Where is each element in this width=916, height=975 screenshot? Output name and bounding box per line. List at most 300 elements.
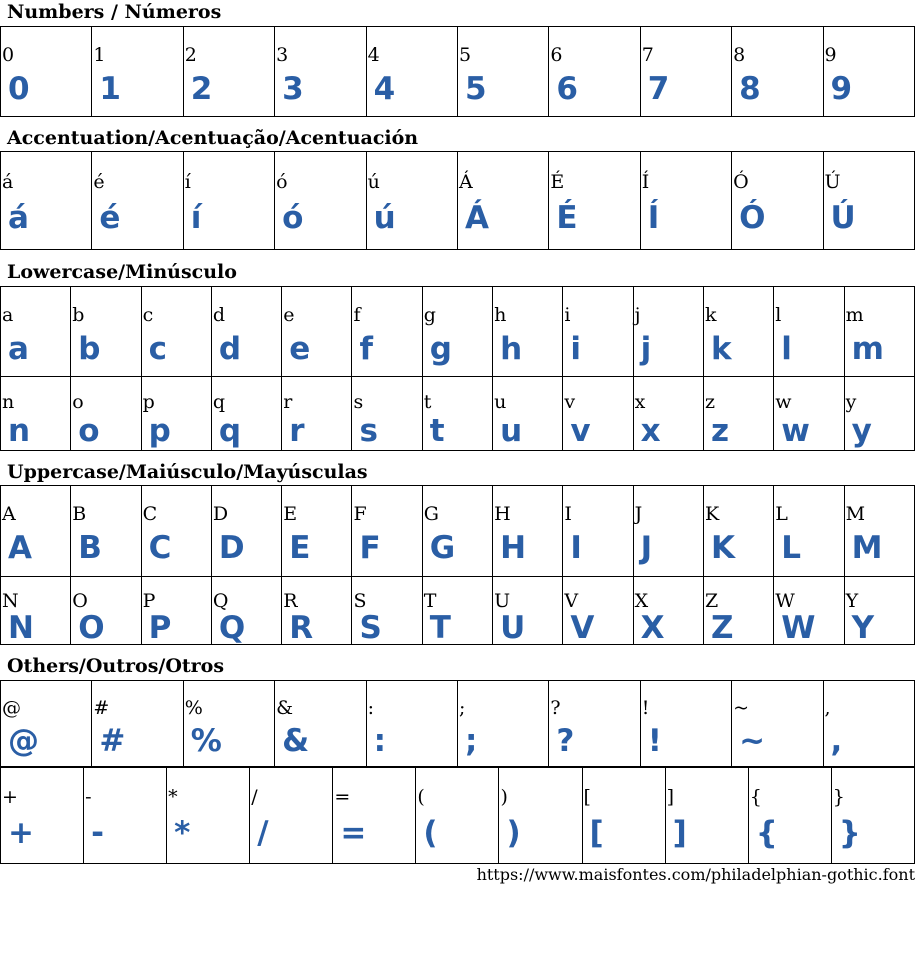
glyph-cell-lower-v [563, 377, 633, 451]
glyph-sample: x [640, 413, 661, 449]
glyph-cell-lower-b [71, 287, 141, 377]
glyph-caption: Y [845, 590, 859, 612]
glyph-caption: q [212, 391, 226, 413]
glyph-caption: [ [583, 786, 591, 808]
glyph-sample: c [148, 331, 167, 367]
glyph-cell-digit-1 [92, 27, 183, 117]
glyph-cell-lower-s [352, 377, 422, 451]
glyph-cell-u26 [275, 681, 366, 767]
glyph-cell-lower-u [493, 377, 563, 451]
glyph-caption: ( [417, 786, 425, 808]
glyph-sample: h [500, 331, 523, 367]
glyph-cell-lower-a [1, 287, 71, 377]
glyph-table [0, 151, 915, 250]
glyph-sample: 2 [190, 71, 213, 107]
glyph-cell-upper-o [71, 577, 141, 645]
glyph-caption: ] [666, 786, 675, 808]
glyph-caption: á [2, 171, 14, 193]
glyph-caption: Á [458, 171, 473, 193]
glyph-sample: Y [851, 610, 875, 646]
glyph-caption: / [251, 786, 258, 808]
glyph-sample: z [710, 413, 730, 449]
lowercase-heading: Lowercase/Minúsculo [7, 261, 237, 283]
glyph-sample: i [570, 331, 582, 367]
glyph-cell-lower-q [211, 377, 281, 451]
glyph-cell-upper-v [563, 577, 633, 645]
glyph-sample: R [289, 610, 314, 646]
glyph-sample: ) [506, 815, 521, 851]
glyph-table [0, 680, 915, 767]
glyph-cell-lower-z [703, 377, 773, 451]
glyph-sample: ; [464, 723, 478, 759]
glyph-sample: P [148, 610, 172, 646]
glyph-caption: - [85, 786, 92, 808]
glyph-caption: P [142, 590, 156, 612]
glyph-cell-u7b [748, 768, 831, 864]
glyph-cell-upper-i [563, 486, 633, 577]
glyph-sample: A [8, 530, 32, 566]
glyph-sample: & [282, 723, 310, 759]
glyph-table [0, 485, 915, 577]
glyph-cell-upper-s [352, 577, 422, 645]
glyph-caption: a [2, 304, 14, 326]
glyph-caption: % [184, 697, 203, 719]
glyph-sample: Ó [739, 200, 766, 236]
glyph-caption: É [550, 171, 565, 193]
glyph-sample: L [781, 530, 802, 566]
glyph-caption: 7 [641, 44, 654, 66]
glyph-caption: K [704, 503, 720, 525]
lowercase-grid-row1 [0, 286, 915, 377]
glyph-caption: s [353, 391, 364, 413]
glyph-caption: { [749, 786, 762, 808]
source-url: https://www.maisfontes.com/philadelphian-gothic.font [476, 865, 915, 884]
glyph-caption: m [845, 304, 864, 326]
glyph-sample: ] [672, 815, 687, 851]
glyph-cell-digit-6 [549, 27, 640, 117]
glyph-caption: , [824, 697, 831, 719]
glyph-caption: r [283, 391, 293, 413]
glyph-caption: e [283, 304, 295, 326]
glyph-caption: 6 [550, 44, 563, 66]
glyph-cell-digit-0 [1, 27, 92, 117]
glyph-caption: B [72, 503, 87, 525]
glyph-sample: ó [282, 200, 304, 236]
glyph-cell-u2d [84, 768, 167, 864]
glyph-caption: ! [641, 697, 650, 719]
glyph-sample: 9 [830, 71, 853, 107]
glyph-caption: O [72, 590, 88, 612]
glyph-caption: c [142, 304, 154, 326]
uppercase-grid-row1 [0, 485, 915, 577]
glyph-cell-u7d [831, 768, 914, 864]
glyph-cell-lower-o [71, 377, 141, 451]
glyph-cell-digit-4 [366, 27, 457, 117]
glyph-sample: v [570, 413, 591, 449]
glyph-sample: 3 [282, 71, 304, 107]
glyph-caption: Q [212, 590, 229, 612]
glyph-sample: m [851, 331, 884, 367]
glyph-sample: í [190, 200, 202, 236]
glyph-caption: # [93, 697, 110, 719]
glyph-cell-lower-j [633, 287, 703, 377]
glyph-cell-u2c [823, 681, 914, 767]
glyph-sample: ~ [739, 723, 766, 759]
glyph-caption: } [832, 786, 845, 808]
glyph-caption: f [353, 304, 361, 326]
uppercase-grid-row2 [0, 576, 915, 645]
glyph-cell-digit-9 [823, 27, 914, 117]
glyph-cell-u5b [582, 768, 665, 864]
glyph-cell-upper-y [844, 577, 914, 645]
glyph-caption: & [276, 697, 294, 719]
glyph-cell-u3f [549, 681, 640, 767]
glyph-cell-upper-x [633, 577, 703, 645]
glyph-cell-u2f [250, 768, 333, 864]
glyph-cell-u3d [333, 768, 416, 864]
glyph-sample: ! [647, 723, 662, 759]
glyph-sample: Í [647, 200, 660, 236]
glyph-caption: 0 [2, 44, 15, 66]
glyph-cell-uda [823, 152, 914, 250]
glyph-cell-digit-5 [457, 27, 548, 117]
glyph-sample: f [359, 331, 373, 367]
glyph-caption: k [704, 304, 717, 326]
glyph-caption: z [704, 391, 715, 413]
glyph-sample: * [174, 815, 191, 851]
glyph-cell-upper-r [282, 577, 352, 645]
glyph-table [0, 767, 915, 864]
glyph-cell-lower-l [774, 287, 844, 377]
glyph-sample: U [500, 610, 526, 646]
glyph-sample: @ [8, 723, 39, 759]
glyph-caption: o [72, 391, 84, 413]
glyph-caption: A [2, 503, 16, 525]
glyph-caption: j [634, 304, 641, 326]
glyph-sample: Q [218, 610, 246, 646]
glyph-sample: I [570, 530, 582, 566]
glyph-caption: b [72, 304, 85, 326]
glyph-cell-u3a [366, 681, 457, 767]
glyph-caption: v [564, 391, 576, 413]
glyph-table [0, 376, 915, 451]
glyph-cell-u40 [1, 681, 92, 767]
glyph-caption: i [564, 304, 571, 326]
glyph-cell-upper-q [211, 577, 281, 645]
glyph-caption: ) [500, 786, 508, 808]
glyph-sample: 5 [464, 71, 487, 107]
glyph-cell-uc1 [457, 152, 548, 250]
glyph-sample: O [78, 610, 105, 646]
glyph-cell-upper-j [633, 486, 703, 577]
glyph-sample: 1 [99, 71, 121, 107]
glyph-caption: 9 [824, 44, 837, 66]
glyph-caption: N [2, 590, 19, 612]
glyph-sample: # [99, 723, 126, 759]
glyph-caption: Ú [824, 171, 841, 193]
glyph-sample: j [640, 331, 652, 367]
glyph-table [0, 286, 915, 377]
glyph-cell-upper-z [703, 577, 773, 645]
glyph-cell-ucd [640, 152, 731, 250]
glyph-caption: @ [2, 697, 21, 719]
glyph-caption: ó [276, 171, 288, 193]
glyph-sample: J [640, 530, 653, 566]
accents-grid [0, 151, 915, 250]
glyph-caption: Z [704, 590, 719, 612]
glyph-sample: T [429, 610, 451, 646]
glyph-cell-upper-t [422, 577, 492, 645]
glyph-cell-uc9 [549, 152, 640, 250]
glyph-cell-upper-a [1, 486, 71, 577]
glyph-sample: q [218, 413, 242, 449]
glyph-sample: Á [464, 200, 489, 236]
glyph-caption: J [634, 503, 643, 525]
glyph-sample: W [781, 610, 816, 646]
glyph-sample: w [781, 413, 810, 449]
glyph-cell-u21 [640, 681, 731, 767]
glyph-sample: n [8, 413, 31, 449]
glyph-caption: M [845, 503, 866, 525]
glyph-caption: U [494, 590, 511, 612]
glyph-caption: 1 [93, 44, 106, 66]
glyph-sample: é [99, 200, 121, 236]
glyph-cell-lower-t [422, 377, 492, 451]
glyph-sample: g [429, 331, 452, 367]
glyph-cell-upper-e [282, 486, 352, 577]
glyph-cell-u25 [183, 681, 274, 767]
glyph-caption: I [564, 503, 572, 525]
glyph-sample: y [851, 413, 872, 449]
glyph-sample: 6 [556, 71, 578, 107]
glyph-sample: r [289, 413, 305, 449]
glyph-sample: d [218, 331, 242, 367]
glyph-sample: D [218, 530, 245, 566]
glyph-cell-upper-k [703, 486, 773, 577]
glyph-cell-upper-w [774, 577, 844, 645]
glyph-cell-u2b [1, 768, 84, 864]
glyph-cell-upper-h [493, 486, 563, 577]
glyph-caption: = [334, 786, 351, 808]
glyph-cell-lower-y [844, 377, 914, 451]
glyph-sample: = [340, 815, 367, 851]
glyph-caption: 4 [367, 44, 380, 66]
glyph-sample: 0 [8, 71, 30, 107]
glyph-cell-upper-b [71, 486, 141, 577]
glyph-cell-digit-3 [275, 27, 366, 117]
glyph-caption: : [367, 697, 374, 719]
glyph-cell-lower-r [282, 377, 352, 451]
glyph-sample: 8 [739, 71, 761, 107]
glyph-sample: á [8, 200, 29, 236]
glyph-caption: Í [641, 171, 650, 193]
glyph-caption: ; [458, 697, 466, 719]
glyph-cell-lower-m [844, 287, 914, 377]
glyph-sample: } [838, 815, 861, 851]
glyph-cell-ue9 [92, 152, 183, 250]
glyph-sample: 7 [647, 71, 670, 107]
glyph-cell-lower-d [211, 287, 281, 377]
glyph-sample: % [190, 723, 222, 759]
glyph-sample: ? [556, 723, 575, 759]
glyph-caption: ? [550, 697, 561, 719]
glyph-cell-u5d [665, 768, 748, 864]
glyph-sample: b [78, 331, 101, 367]
glyph-sample: u [500, 413, 523, 449]
glyph-caption: l [775, 304, 782, 326]
glyph-cell-digit-7 [640, 27, 731, 117]
glyph-sample: Z [710, 610, 734, 646]
others-grid-row2 [0, 767, 915, 864]
glyph-sample: G [429, 530, 456, 566]
glyph-cell-upper-m [844, 486, 914, 577]
glyph-caption: + [2, 786, 18, 808]
glyph-cell-upper-c [141, 486, 211, 577]
glyph-cell-ufa [366, 152, 457, 250]
glyph-caption: y [845, 391, 857, 413]
glyph-cell-upper-p [141, 577, 211, 645]
glyph-sample: C [148, 530, 172, 566]
glyph-caption: D [212, 503, 229, 525]
glyph-cell-u23 [92, 681, 183, 767]
glyph-cell-lower-n [1, 377, 71, 451]
glyph-sample: l [781, 331, 792, 367]
glyph-caption: L [775, 503, 788, 525]
glyph-cell-u29 [499, 768, 582, 864]
glyph-caption: p [142, 391, 155, 413]
glyph-cell-u3b [457, 681, 548, 767]
others-heading: Others/Outros/Otros [7, 655, 225, 677]
glyph-caption: Ó [733, 171, 749, 193]
glyph-caption: 5 [458, 44, 472, 66]
glyph-sample: S [359, 610, 382, 646]
glyph-sample: M [851, 530, 883, 566]
glyph-caption: 3 [276, 44, 289, 66]
glyph-sample: E [289, 530, 311, 566]
glyph-table [0, 576, 915, 645]
glyph-cell-upper-g [422, 486, 492, 577]
glyph-caption: F [353, 503, 367, 525]
glyph-cell-lower-i [563, 287, 633, 377]
glyph-cell-lower-h [493, 287, 563, 377]
glyph-caption: d [212, 304, 226, 326]
glyph-sample: s [359, 413, 378, 449]
glyph-sample: e [289, 331, 311, 367]
glyph-sample: k [710, 331, 732, 367]
lowercase-grid-row2 [0, 376, 915, 451]
glyph-sample: V [570, 610, 595, 646]
glyph-caption: g [423, 304, 436, 326]
glyph-caption: n [2, 391, 15, 413]
glyph-cell-upper-n [1, 577, 71, 645]
glyph-sample: K [710, 530, 735, 566]
numbers-grid [0, 26, 915, 117]
others-grid-row1 [0, 680, 915, 767]
glyph-sample: B [78, 530, 102, 566]
glyph-cell-ued [183, 152, 274, 250]
glyph-sample: [ [589, 815, 604, 851]
glyph-sample: , [830, 723, 843, 759]
glyph-caption: S [353, 590, 367, 612]
glyph-caption: ~ [733, 697, 750, 719]
glyph-caption: T [423, 590, 437, 612]
glyph-sample: H [500, 530, 527, 566]
glyph-cell-upper-f [352, 486, 422, 577]
uppercase-heading: Uppercase/Maiúsculo/Mayúsculas [7, 461, 368, 483]
glyph-cell-u7e [732, 681, 823, 767]
glyph-cell-digit-2 [183, 27, 274, 117]
glyph-caption: u [494, 391, 507, 413]
glyph-caption: í [184, 171, 191, 193]
glyph-cell-lower-w [774, 377, 844, 451]
glyph-cell-ue1 [1, 152, 92, 250]
glyph-sample: : [373, 723, 386, 759]
glyph-caption: w [775, 391, 792, 413]
glyph-caption: ú [367, 171, 380, 193]
glyph-cell-u28 [416, 768, 499, 864]
accents-heading: Accentuation/Acentuação/Acentuación [7, 127, 419, 149]
glyph-sample: p [148, 413, 171, 449]
glyph-sample: { [755, 815, 778, 851]
glyph-caption: t [423, 391, 432, 413]
glyph-caption: W [775, 590, 795, 612]
glyph-cell-lower-c [141, 287, 211, 377]
glyph-cell-upper-u [493, 577, 563, 645]
glyph-caption: 8 [733, 44, 746, 66]
glyph-caption: E [283, 503, 298, 525]
glyph-sample: É [556, 200, 578, 236]
numbers-heading: Numbers / Números [7, 1, 222, 23]
glyph-sample: N [8, 610, 34, 646]
glyph-sample: 4 [373, 71, 396, 107]
glyph-cell-upper-l [774, 486, 844, 577]
glyph-caption: x [634, 391, 646, 413]
glyph-sample: a [8, 331, 29, 367]
glyph-caption: C [142, 503, 158, 525]
glyph-sample: ú [373, 200, 396, 236]
glyph-caption: é [93, 171, 105, 193]
glyph-caption: V [564, 590, 579, 612]
glyph-table [0, 26, 915, 117]
glyph-sample: F [359, 530, 381, 566]
glyph-caption: G [423, 503, 439, 525]
glyph-cell-ud3 [732, 152, 823, 250]
glyph-sample: t [429, 413, 445, 449]
glyph-cell-lower-p [141, 377, 211, 451]
glyph-sample: ( [423, 815, 438, 851]
glyph-caption: 2 [184, 44, 197, 66]
glyph-cell-lower-f [352, 287, 422, 377]
glyph-caption: R [283, 590, 298, 612]
glyph-cell-lower-k [703, 287, 773, 377]
glyph-cell-u2a [167, 768, 250, 864]
glyph-sample: X [640, 610, 665, 646]
glyph-sample: o [78, 413, 100, 449]
glyph-caption: H [494, 503, 511, 525]
glyph-sample: Ú [830, 200, 856, 236]
glyph-cell-digit-8 [732, 27, 823, 117]
glyph-sample: / [257, 815, 269, 851]
glyph-cell-lower-g [422, 287, 492, 377]
glyph-cell-uf3 [275, 152, 366, 250]
glyph-caption: X [634, 590, 649, 612]
glyph-caption: h [494, 304, 507, 326]
glyph-sample: - [91, 815, 104, 851]
glyph-caption: * [168, 786, 178, 808]
glyph-cell-lower-x [633, 377, 703, 451]
glyph-cell-lower-e [282, 287, 352, 377]
glyph-cell-upper-d [211, 486, 281, 577]
